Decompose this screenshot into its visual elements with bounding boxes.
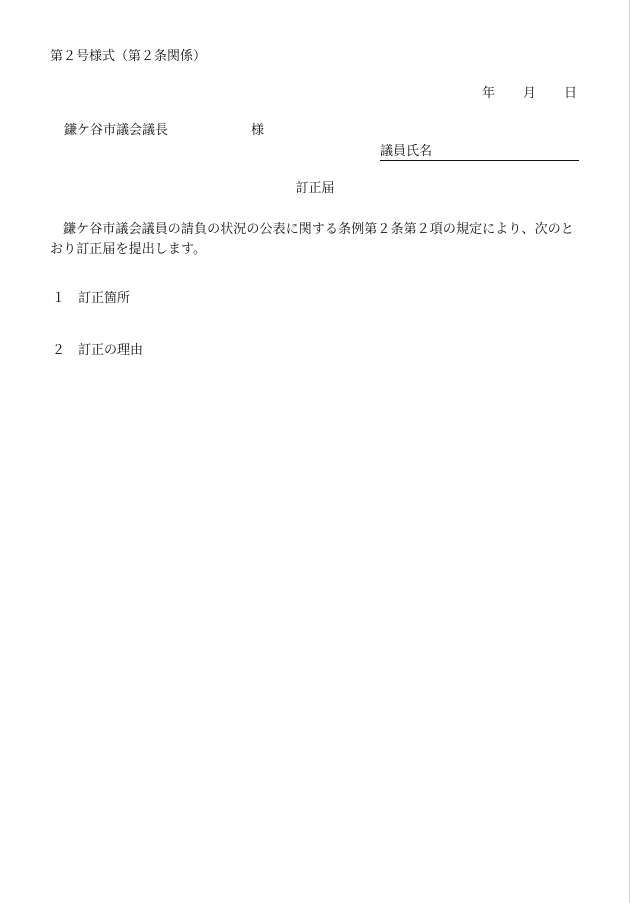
document-title: 訂正届 (295, 181, 335, 196)
date-month: 月 (522, 86, 536, 101)
item-number: １ (52, 291, 66, 306)
form-number: 第２号様式（第２条関係） (50, 49, 207, 64)
item-label: 訂正の理由 (78, 343, 144, 358)
body-paragraph: 鎌ケ谷市議会議員の請負の状況の公表に関する条例第２条第２項の規定により、次のとおり訂正届を提出します。 (50, 222, 574, 257)
item-number: ２ (52, 343, 66, 358)
member-name-field (380, 144, 579, 161)
list-item (52, 291, 130, 307)
date-year: 年 (481, 86, 495, 101)
date-line (482, 86, 577, 102)
addressee: 鎌ケ谷市議会議長 (64, 123, 169, 138)
item-label: 訂正箇所 (78, 291, 131, 306)
member-name-label: 議員氏名 (380, 144, 433, 159)
date-day: 日 (563, 86, 577, 101)
list-item (52, 343, 143, 359)
honorific: 様 (251, 123, 265, 138)
